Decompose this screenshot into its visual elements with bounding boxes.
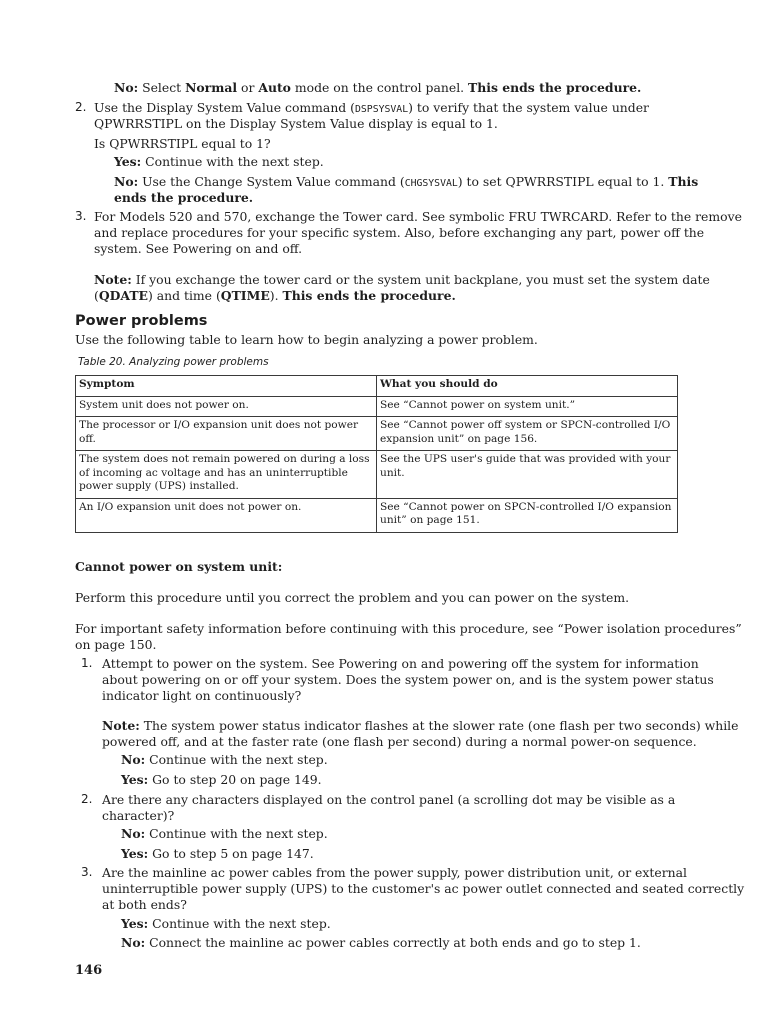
cstep1-line1: Attempt to power on the system. See Powering on and powering off the system for information [102, 656, 699, 671]
symptom-cell: The system does not remain powered on during a loss of incoming ac voltage and has an uninterruptible power supply (UPS) installed. [76, 451, 377, 499]
cstep1-note-line1: Note: The system power status indicator flashes at the slower rate (one flash per two seconds) while [102, 718, 739, 733]
cstep3-yes: Yes: Continue with the next step. [121, 916, 331, 931]
cstep2-line1: Are there any characters displayed on the control panel (a scrolling dot may be visible as a [102, 792, 676, 807]
step3-note-line1: Note: If you exchange the tower card or the system unit backplane, you must set the system date [94, 272, 710, 287]
cstep2-line2: character)? [102, 808, 175, 823]
cstep3-line2: uninterruptible power supply (UPS) to the customer's ac power outlet connected and seated correctly [102, 881, 745, 896]
cstep3-line3: at both ends? [102, 897, 187, 912]
page-number: 146 [75, 963, 103, 978]
table-caption: Table 20. Analyzing power problems [78, 356, 269, 368]
step-number: 1. [81, 656, 93, 670]
step2-no-line2: ends the procedure. [114, 190, 254, 205]
subsection-heading: Cannot power on system unit: [75, 559, 283, 574]
step-number: 2. [81, 792, 93, 806]
power-problems-table [75, 375, 678, 533]
step-number: 3. [75, 209, 87, 223]
action-cell: See “Cannot power off system or SPCN-controlled I/O expansion unit” on page 156. [377, 417, 678, 451]
step2-yes: Yes: Continue with the next step. [114, 154, 324, 169]
step-number: 3. [81, 865, 93, 879]
table-row [76, 451, 678, 499]
step3-line2: and replace procedures for your specific system. Also, before exchanging any part, power off the [94, 225, 705, 240]
step2-no: No: Use the Change System Value command (CHGSYSVAL) to set QPWRRSTIPL equal to 1. This [114, 174, 699, 189]
step3-line3: system. See Powering on and off. [94, 241, 303, 256]
table-header-row [76, 376, 678, 397]
step3-note-line2: (QDATE) and time (QTIME). This ends the procedure. [94, 288, 456, 303]
step2-line2: QPWRRSTIPL on the Display System Value display is equal to 1. [94, 116, 498, 131]
step2-question: Is QPWRRSTIPL equal to 1? [94, 136, 271, 151]
cstep1-note-line2: powered off, and at the faster rate (one flash per second) during a normal power-on sequence. [102, 734, 697, 749]
cstep1-no: No: Continue with the next step. [121, 752, 328, 767]
table-row [76, 396, 678, 417]
table-row [76, 498, 678, 532]
no-normal-auto-line: No: Select Normal or Auto mode on the control panel. This ends the procedure. [114, 80, 642, 95]
header-what-to-do: What you should do [377, 376, 678, 397]
cstep2-yes: Yes: Go to step 5 on page 147. [121, 846, 314, 861]
cstep1-line2: about powering on or off your system. Does the system power on, and is the system power status [102, 672, 714, 687]
cstep2-no: No: Continue with the next step. [121, 826, 328, 841]
step2-line1: Use the Display System Value command (DSPSYSVAL) to verify that the system value under [94, 100, 649, 115]
header-symptom: Symptom [76, 376, 377, 397]
table-row [76, 417, 678, 451]
cstep1-yes: Yes: Go to step 20 on page 149. [121, 772, 322, 787]
symptom-cell: The processor or I/O expansion unit does not power off. [76, 417, 377, 451]
action-cell: See the UPS user's guide that was provided with your unit. [377, 451, 678, 499]
cstep3-line1: Are the mainline ac power cables from the power supply, power distribution unit, or external [102, 865, 687, 880]
safety-line1: For important safety information before continuing with this procedure, see “Power isolation procedures” [75, 621, 742, 636]
action-cell: See “Cannot power on SPCN-controlled I/O expansion unit” on page 151. [377, 498, 678, 532]
section-heading: Power problems [75, 313, 208, 329]
perform-paragraph: Perform this procedure until you correct the problem and you can power on the system. [75, 590, 630, 605]
step3-line1: For Models 520 and 570, exchange the Tower card. See symbolic FRU TWRCARD. Refer to the remove [94, 209, 742, 224]
step-number: 2. [75, 100, 87, 114]
section-intro: Use the following table to learn how to begin analyzing a power problem. [75, 332, 538, 347]
symptom-cell: System unit does not power on. [76, 396, 377, 417]
action-cell: See “Cannot power on system unit.” [377, 396, 678, 417]
cstep1-line3: indicator light on continuously? [102, 688, 302, 703]
cstep3-no: No: Connect the mainline ac power cables correctly at both ends and go to step 1. [121, 935, 641, 950]
safety-line2: on page 150. [75, 637, 157, 652]
symptom-cell: An I/O expansion unit does not power on. [76, 498, 377, 532]
